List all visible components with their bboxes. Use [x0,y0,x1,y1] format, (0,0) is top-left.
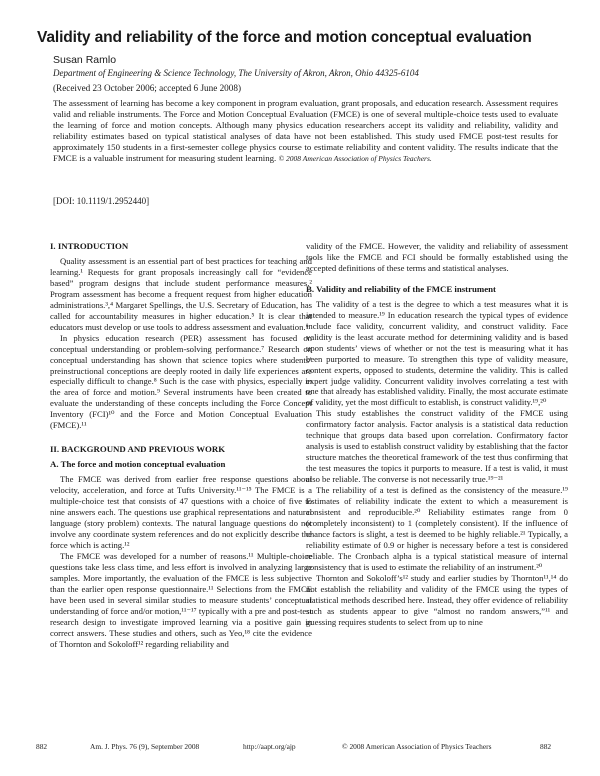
paragraph: The FMCE was derived from earlier free response questions about velocity, acceleration, and force at Tufts University.¹¹⁻¹⁵ The FMCE is a multiple-choice test that consists of 47 questions with a choice of five to nine answers each. The questions use graphical representations and natural language (story problem) contexts. The natural language questions do not involve any coordinate system references and do not explicitly describe the force which is acting.¹² [50,474,312,550]
footer-page-number-left: 882 [36,742,48,751]
doi: [DOI: 10.1119/1.2952440] [53,196,150,206]
footer-copyright: © 2008 American Association of Physics Teachers [342,742,492,751]
footer-url[interactable]: http://aapt.org/ajp [243,742,296,751]
section-heading-introduction: I. INTRODUCTION [50,241,129,251]
received-dates: (Received 23 October 2006; accepted 6 June 2008) [53,83,242,93]
abstract [53,98,558,164]
section-heading-background: II. BACKGROUND AND PREVIOUS WORK [50,444,226,455]
paragraph: Quality assessment is an essential part of best practices for teaching and learning.¹ Requests for grant proposals increasingly call for “evidence based” program designs that include student performance measures.² Program assessment has become a frequent request from higher education administrations.³,⁴ Margaret Spellings, the U.S. Secretary of Education, has called for accountability measures in higher education.⁵ It is clear that educators must develop or use tools to address assessment and evaluation.⁶ [50,256,312,332]
page-footer [0,742,600,754]
paragraph: validity of the FMCE. However, the validity and reliability of assessment tools like the FMCE and FCI should be formally established using the accepted definitions of these terms and statistical analyses. [306,241,568,273]
author-name: Susan Ramlo [53,54,117,66]
paragraph: Thornton and Sokoloff’s¹² study and earlier studies by Thornton¹¹,¹⁴ do not establish the reliability and validity of the FMCE using the types of statistical methods described here. Instead, they offer evidence of reliability such as students appear to give “almost no random answers,”¹¹ and guessing requires students to select from up to nine [306,572,568,627]
paragraph: This study establishes the construct validity of the FMCE using confirmatory factor analysis. Factor analysis is a statistical data reduction technique that groups data based upon correlation. Confirmatory factor analysis is used to establish construct validity by establishing that the factor structure matches the theoretical framework of the test thus confirming that the test measures the topics it purports to measure. If a test is valid, it must also be reliable. The converse is not necessarily true.¹⁹⁻²¹ [306,408,568,485]
footer-journal-citation: Am. J. Phys. 76 (9), September 2008 [90,742,200,751]
paragraph: In physics education research (PER) assessment has focused on conceptual understanding or problem-solving performance.⁷ Research on conceptual understanding has shown that science topics where students’ preinstructional conceptions are deeply rooted in daily life experiences are especially difficult to change.⁸ Such is the case with physics, especially in the area of force and motion.⁹ Several instruments have been created to evaluate the understanding of these concepts including the Force Concept Inventory (FCI)¹⁰ and the Force and Motion Conceptual Evaluation (FMCE).¹¹ [50,332,312,431]
footer-page-number-right: 882 [540,742,552,751]
paragraph: The reliability of a test is defined as the consistency of the measure.¹⁹ Estimates of reliability indicate the extent to which a measurement is consistent and reproducible.²⁰ Reliability estimates range from 0 (completely inconsistent) to 1 (completely consistent). If the influence of chance factors is slight, a test is deemed to be highly reliable.²¹ Typically, a reliability estimate of 0.9 or higher is necessary before a test is considered reliable. The Cronbach alpha is a typical statistical measure of internal consistency that is used to estimate the reliability of an instrument.²⁰ [306,485,568,572]
subsection-heading-fmce: A. The force and motion conceptual evaluation [50,459,226,470]
author-affiliation: Department of Engineering & Science Technology, The University of Akron, Akron, Ohio 44325-6104 [53,68,419,78]
paragraph: The validity of a test is the degree to which a test measures what it is intended to measure.¹⁹ In education research the typical types of evidence include face validity, concurrent validity, and construct validity. Face validity is the least accurate method for determining validity and is based upon students’ views of whether or not the test is measuring what it has been purported to measure. To strengthen this type of validity measure, content experts, opposed to students, determine the validity. This is called expert judge validity. Concurrent validity involves correlating a test with one that already has established validity. Finally, the most accurate estimate of validity, yet the most difficult to establish, is construct validity.¹⁹,²⁰ [306,298,568,408]
paragraph: The FMCE was developed for a number of reasons.¹¹ Multiple-choice questions take less class time, and less effort is involved in analyzing large samples. More importantly, the evaluation of the FMCE is less subjective than the earlier open response questionnaire.¹¹ Selections from the FMCE have been used in several similar studies to measure students’ conceptual understanding of force and/or motion,¹¹⁻¹⁷ typically with a pre and post-test research design to investigate improved learning via a positive gain in correct answers. These studies and others, such as Yeo,¹⁸ cite the evidence of Thornton and Sokoloff¹² regarding reliability and [50,550,312,649]
subsection-heading-validity: B. Validity and reliability of the FMCE instrument [306,283,496,294]
left-column [50,241,312,650]
right-column [306,241,568,627]
abstract-copyright: © 2008 American Association of Physics Teachers. [278,154,432,163]
article-title: Validity and reliability of the force and motion conceptual evaluation [37,29,532,46]
abstract-text: The assessment of learning has become a key component in program evaluation, grant proposals, and education research. Assessment requires valid and reliable instruments. The Force and Motion Conceptual Evaluation (FMCE) is one of several multiple-choice tests used to evaluate the learning of force and motion concepts. Although many physics education researchers accept its validity and reliability, validity and reliability estimates based on typical statistical analyses of data have not been established. This study used FMCE post-test results for approximately 150 students in a first-semester college physics course to estimate reliability and content validity. The results indicate that the FMCE is a valuable instrument for measuring student learning. [53,98,558,163]
